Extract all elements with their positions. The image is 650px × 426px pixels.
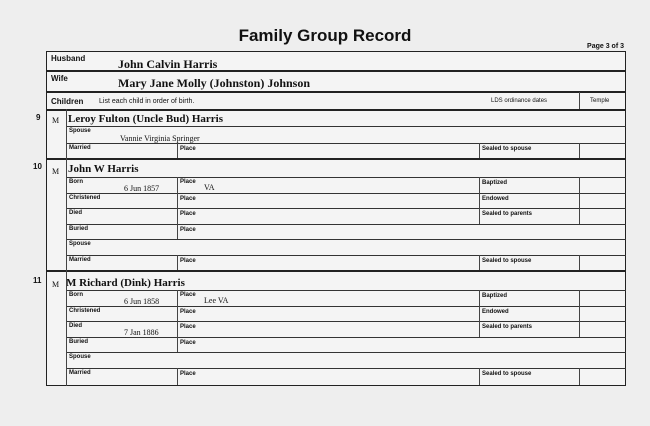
married-label: Married bbox=[69, 370, 91, 376]
place-label: Place bbox=[180, 258, 196, 264]
born-date: 6 Jun 1858 bbox=[124, 297, 160, 306]
place-label: Place bbox=[180, 179, 196, 185]
wife-name: Mary Jane Molly (Johnston) Johnson bbox=[118, 76, 311, 90]
wife-label: Wife bbox=[51, 74, 68, 83]
divider bbox=[177, 177, 178, 239]
baptized-label: Baptized bbox=[482, 293, 508, 299]
page-number: Page 3 of 3 bbox=[587, 43, 624, 50]
divider bbox=[177, 368, 178, 385]
endowed-label: Endowed bbox=[482, 309, 509, 315]
child-sex: M bbox=[52, 280, 60, 289]
divider bbox=[177, 290, 178, 352]
spouse-name: Vannie Virginia Springer bbox=[120, 134, 200, 143]
child-sex: M bbox=[52, 116, 60, 125]
divider bbox=[46, 270, 626, 272]
divider bbox=[579, 143, 580, 158]
divider bbox=[579, 255, 580, 270]
place-label: Place bbox=[180, 196, 196, 202]
divider bbox=[579, 177, 580, 224]
divider bbox=[479, 368, 480, 385]
born-label: Born bbox=[69, 292, 83, 298]
divider bbox=[66, 109, 67, 386]
divider bbox=[66, 352, 626, 353]
place-label: Place bbox=[180, 340, 196, 346]
divider bbox=[579, 368, 580, 385]
born-place: Lee VA bbox=[204, 296, 229, 305]
place-label: Place bbox=[180, 309, 196, 315]
child-number: 9 bbox=[36, 113, 41, 122]
divider bbox=[66, 239, 626, 240]
divider bbox=[66, 368, 626, 369]
divider bbox=[479, 143, 480, 158]
divider bbox=[46, 91, 626, 93]
sealed-to-spouse-label: Sealed to spouse bbox=[482, 146, 532, 152]
place-label: Place bbox=[180, 324, 196, 330]
spouse-label: Spouse bbox=[69, 128, 91, 134]
sealed-to-parents-label: Sealed to parents bbox=[482, 211, 533, 217]
divider bbox=[479, 177, 480, 224]
husband-label: Husband bbox=[51, 54, 86, 63]
divider bbox=[579, 92, 580, 109]
place-label: Place bbox=[180, 292, 196, 298]
child-sex: M bbox=[52, 167, 60, 176]
divider bbox=[46, 70, 626, 72]
lds-dates-label: LDS ordinance dates bbox=[491, 98, 548, 104]
divider bbox=[66, 126, 626, 127]
died-date: 7 Jan 1886 bbox=[124, 328, 159, 337]
temple-label: Temple bbox=[590, 98, 610, 104]
christened-label: Christened bbox=[69, 195, 101, 201]
born-date: 6 Jun 1857 bbox=[124, 184, 160, 193]
husband-name: John Calvin Harris bbox=[118, 57, 218, 71]
divider bbox=[579, 290, 580, 337]
died-label: Died bbox=[69, 323, 83, 329]
christened-label: Christened bbox=[69, 308, 101, 314]
place-label: Place bbox=[180, 211, 196, 217]
married-label: Married bbox=[69, 145, 91, 151]
divider bbox=[66, 177, 626, 178]
child-number: 10 bbox=[33, 162, 42, 171]
divider bbox=[66, 337, 626, 338]
divider bbox=[479, 255, 480, 270]
place-label: Place bbox=[180, 371, 196, 377]
divider bbox=[46, 109, 626, 111]
divider bbox=[66, 208, 626, 209]
children-instruction: List each child in order of birth. bbox=[99, 98, 195, 105]
child-name: M Richard (Dink) Harris bbox=[66, 277, 185, 289]
buried-label: Buried bbox=[69, 339, 89, 345]
divider bbox=[66, 143, 626, 144]
divider bbox=[66, 306, 626, 307]
place-label: Place bbox=[180, 146, 196, 152]
buried-label: Buried bbox=[69, 226, 89, 232]
born-label: Born bbox=[69, 179, 83, 185]
child-name: Leroy Fulton (Uncle Bud) Harris bbox=[68, 113, 224, 125]
sealed-to-spouse-label: Sealed to spouse bbox=[482, 258, 532, 264]
divider bbox=[177, 143, 178, 158]
spouse-label: Spouse bbox=[69, 354, 91, 360]
born-place: VA bbox=[204, 183, 215, 192]
divider bbox=[66, 224, 626, 225]
married-label: Married bbox=[69, 257, 91, 263]
place-label: Place bbox=[180, 227, 196, 233]
divider bbox=[66, 193, 626, 194]
divider bbox=[177, 255, 178, 270]
children-label: Children bbox=[51, 97, 84, 106]
child-number: 11 bbox=[33, 276, 42, 285]
page-title: Family Group Record bbox=[238, 26, 412, 45]
spouse-label: Spouse bbox=[69, 241, 91, 247]
divider bbox=[479, 290, 480, 337]
divider bbox=[66, 290, 626, 291]
died-label: Died bbox=[69, 210, 83, 216]
sealed-to-parents-label: Sealed to parents bbox=[482, 324, 533, 330]
child-name: John W Harris bbox=[68, 163, 139, 175]
sealed-to-spouse-label: Sealed to spouse bbox=[482, 371, 532, 377]
divider bbox=[46, 158, 626, 160]
divider bbox=[66, 255, 626, 256]
divider bbox=[66, 321, 626, 322]
endowed-label: Endowed bbox=[482, 196, 509, 202]
baptized-label: Baptized bbox=[482, 180, 508, 186]
